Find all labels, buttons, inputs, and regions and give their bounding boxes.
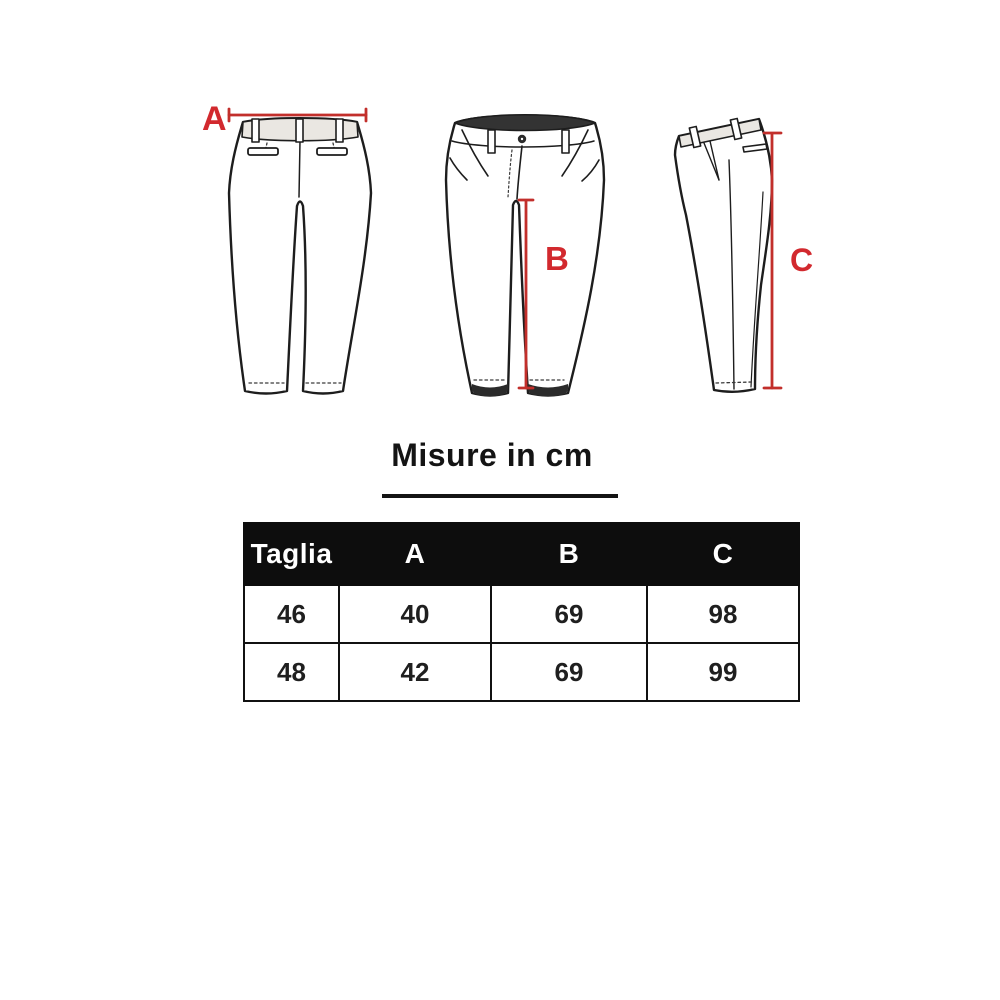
header-cell-a: A [339, 523, 491, 585]
pants-back-view-drawing [229, 109, 371, 394]
cell-measure-b: 69 [491, 643, 647, 701]
cell-measure-c: 98 [647, 585, 799, 643]
header-cell-c: C [647, 523, 799, 585]
measure-label-c: C [790, 242, 814, 278]
pants-front-view-drawing [446, 115, 604, 397]
size-chart-title: Misure in cm [391, 437, 593, 473]
table-row [244, 585, 799, 643]
measure-label-a: A [202, 100, 227, 138]
pants-side-view-drawing [675, 118, 781, 391]
size-table-header-row [244, 523, 799, 585]
title-underline [382, 494, 618, 498]
cell-measure-b: 69 [491, 585, 647, 643]
measure-label-b: B [545, 240, 569, 277]
cell-measure-a: 42 [339, 643, 491, 701]
size-table [243, 522, 800, 702]
header-cell-b: B [491, 523, 647, 585]
header-cell-taglia: Taglia [244, 523, 339, 585]
cell-size: 46 [244, 585, 339, 643]
table-row [244, 643, 799, 701]
pants-measurement-diagrams [0, 0, 1000, 430]
cell-size: 48 [244, 643, 339, 701]
cell-measure-a: 40 [339, 585, 491, 643]
cell-measure-c: 99 [647, 643, 799, 701]
